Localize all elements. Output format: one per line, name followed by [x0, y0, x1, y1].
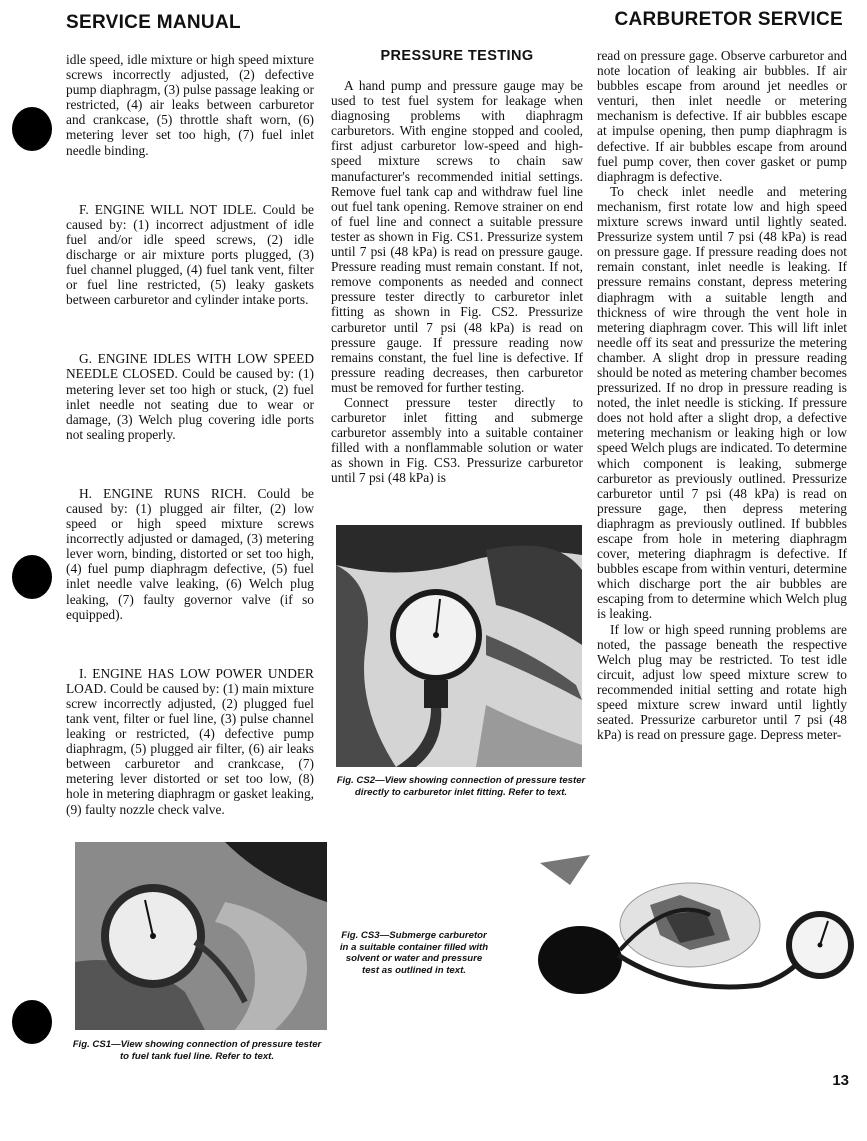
section-f-engine-will-not-idle: F. ENGINE WILL NOT IDLE. Could be caused by: (1) incorrect adjustment of idle fuel and/or idle speed screws, (2) idle discharge or air mixture ports plugged, (3) fuel channel plugged, (4) fuel tank vent, filter or fuel line restricted, (5) leaky gaskets between carburetor and cylinder intake ports. [66, 201, 314, 308]
running-header-left: SERVICE MANUAL [66, 12, 241, 33]
figure-cs1-photo [75, 842, 327, 1030]
submerged-carburetor-illustration [530, 855, 860, 1020]
figure-cs1-caption: Fig. CS1—View showing connection of pressure tester to fuel tank fuel line. Refer to text. [72, 1039, 322, 1062]
binder-hole-bottom [12, 1000, 52, 1044]
section-i-engine-low-power: I. ENGINE HAS LOW POWER UNDER LOAD. Could be caused by: (1) main mixture screw incorrectly adjusted, (2) plugged fuel tank vent, filter or fuel line, (3) pulse channel leaking or restricted, (4) defective pump diaphragm, (5) plugged air filter, (6) air leaks between carburetor and crankcase, (7) metering lever distorted or set too low, (8) hole in metering diaphragm or gasket leaking, (9) faulty nozzle check valve. [66, 665, 314, 817]
figure-cs2-photo [336, 525, 582, 767]
pressure-testing-paragraph-2: Connect pressure tester directly to carburetor inlet fitting and submerge carburetor assembly into a suitable container filled with a nonflammable solution or water as shown in Fig. CS3. Pressurize carburetor until 7 psi (48 kPa) is [331, 394, 583, 486]
binder-hole-top [12, 107, 52, 151]
pressure-testing-paragraph-1: A hand pump and pressure gauge may be used to test fuel system for leakage when diagnosing problems with diaphragm carburetors. With engine stopped and cooled, first adjust carburetor low-speed and high-speed mixture screws to chain saw manufacturer's recommended initial settings. Remove fuel tank cap and withdraw fuel line out fuel tank opening. Remove strainer on end of fuel line and connect a suitable pressure tester as shown in Fig. CS1. Pressurize system until 7 psi (48 kPa) is read on pressure gauge. Pressure reading must remain constant. If not, remove components as needed and connect pressure tester directly to carburetor inlet fitting as shown in Fig. CS2. Pressurize carburetor until 7 psi (48 kPa) is read on pressure gauge. If pressure reading now remains constant, the fuel line is defective. If pressure reading decreases, then carburetor must be removed for further testing. [331, 78, 583, 395]
paragraph-continued: idle speed, idle mixture or high speed mixture screws incorrectly adjusted, (2) defective pump diaphragm, (3) pulse passage leaking or restricted, (4) air leaks between carburetor and crankcase, (5) throttle shaft worn, (6) metering lever set too high, (7) fuel inlet needle binding. [66, 52, 314, 158]
right-paragraph-1: read on pressure gage. Observe carburetor and note location of leaking air bubbles. If air bubbles escape from around jet needles or venturi, then inlet needle or metering mechanism is defective. If air bubbles escape at impulse opening, then pump diaphragm is defective. If air bubbles escape from around fuel pump cover, then cover gasket or pump diaphragm is defective. [597, 48, 847, 184]
section-g-engine-idles-needle-closed: G. ENGINE IDLES WITH LOW SPEED NEEDLE CLOSED. Could be caused by: (1) metering lever set too high or stuck, (2) fuel inlet needle not seating due to wear or damage, (3) Welch plug covering idle ports not sealing properly. [66, 351, 314, 442]
section-heading-pressure-testing: PRESSURE TESTING [380, 48, 534, 64]
binder-hole-middle [12, 555, 52, 599]
figure-cs3-photo [530, 855, 860, 1020]
fuel-line-tester-illustration [75, 842, 327, 1030]
figure-cs2-caption: Fig. CS2—View showing connection of pressure tester directly to carburetor inlet fitting. Refer to text. [336, 775, 586, 798]
page-number: 13 [832, 1072, 849, 1089]
right-paragraph-3: If low or high speed running problems are noted, the passage beneath the respective Welch plug may be restricted. To test idle circuit, adjust low speed mixture screw to recommended initial setting and rotate high speed mixture screw inward until lightly seated. Pressurize carburetor until 7 psi (48 kPa) is read on pressure gage. Depress meter- [597, 621, 847, 743]
pressure-gauge-carburetor-illustration [336, 525, 582, 767]
column-middle [331, 78, 583, 486]
running-header-right: CARBURETOR SERVICE [614, 9, 843, 30]
column-right [597, 48, 847, 742]
right-paragraph-2: To check inlet needle and metering mechanism, first rotate low and high speed mixture screws inward until lightly seated. Pressurize system until 7 psi (48 kPa) is read on pressure gage. If pressure reading does not remain constant, inlet needle is leaking. If pressure remains constant, depress metering diaphragm with a suitable length and thickness of wire through the vent hole in metering diaphragm cover. This will lift inlet needle off its seat and pressurize the metering chamber. A slight drop in pressure reading should be noted as metering chamber becomes pressurized. If no drop in pressure reading is noted, the inlet needle is sticking. If pressure does not hold after a slight drop, a defective metering mechanism or leaking high or low speed Welch plugs are indicated. To determine which component is leaking, submerge carburetor as previously outlined. Pressurize carburetor until 7 psi (48 kPa) is read on pressure gage, then depress metering diaphragm as previously outlined. If bubbles escape from hole in metering diaphragm cover, metering diaphragm is defective. If bubbles escape from within venturi, determine which discharge port the air bubbles are escaping from to determine which Welch plug is leaking. [597, 183, 847, 622]
figure-cs3-caption: Fig. CS3—Submerge carburetor in a suitable container filled with solvent or water and pressure test as outlined in text. [339, 930, 489, 976]
section-h-engine-runs-rich: H. ENGINE RUNS RICH. Could be caused by: (1) plugged air filter, (2) low speed or high speed mixture screws incorrectly adjusted or damaged, (3) metering lever worn, binding, distorted or set too high, (4) fuel pump diaphragm defective, (5) fuel inlet needle valve leaking, (6) Welch plug leaking, (7) faulty governor valve (if so equipped). [66, 485, 314, 622]
column-left [66, 52, 314, 817]
